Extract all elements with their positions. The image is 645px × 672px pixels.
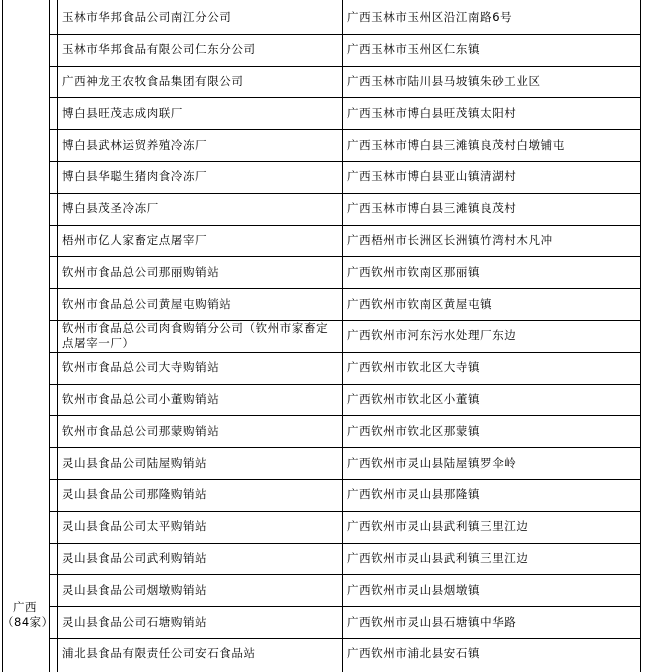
company-name-cell: 灵山县食品公司烟墩购销站 bbox=[62, 582, 208, 597]
company-name-cell: 灵山县食品公司石塘购销站 bbox=[62, 614, 208, 629]
address-cell: 广西玉林市玉州区仁东镇 bbox=[347, 42, 481, 57]
address-cell: 广西玉林市陆川县马坡镇朱砂工业区 bbox=[347, 73, 541, 88]
company-name-cell: 博白县茂圣冷冻厂 bbox=[62, 201, 159, 216]
address-cell: 广西钦州市钦南区黄屋屯镇 bbox=[347, 296, 493, 311]
company-name-cell: 钦州市食品总公司那丽购销站 bbox=[62, 264, 220, 279]
company-name-cell: 博白县武林运贸养殖冷冻厂 bbox=[62, 137, 208, 152]
company-name-cell: 博白县旺茂志成肉联厂 bbox=[62, 105, 183, 120]
address-cell: 广西梧州市长洲区长洲镇竹湾村木凡冲 bbox=[347, 232, 553, 247]
address-cell: 广西钦州市灵山县石塘镇中华路 bbox=[347, 614, 517, 629]
company-name-cell: 灵山县食品公司太平购销站 bbox=[62, 519, 208, 534]
company-name-cell: 浦北县食品有限责任公司安石食品站 bbox=[62, 646, 256, 661]
address-cell: 广西钦州市灵山县武利镇三里江边 bbox=[347, 550, 529, 565]
address-cell: 广西钦州市钦北区小董镇 bbox=[347, 391, 481, 406]
region-count: （84家） bbox=[2, 615, 54, 629]
address-cell: 广西钦州市浦北县安石镇 bbox=[347, 646, 481, 661]
address-cell: 广西钦州市河东污水处理厂东边 bbox=[347, 328, 517, 343]
company-name-cell: 梧州市亿人家畜定点屠宰厂 bbox=[62, 232, 208, 247]
company-name-cell: 灵山县食品公司陆屋购销站 bbox=[62, 455, 208, 470]
company-name-cell: 灵山县食品公司那隆购销站 bbox=[62, 487, 208, 502]
address-cell: 广西钦州市钦南区那丽镇 bbox=[347, 264, 481, 279]
address-cell: 广西钦州市灵山县武利镇三里江边 bbox=[347, 519, 529, 534]
address-cell: 广西玉林市博白县三滩镇良茂村白墩铺屯 bbox=[347, 137, 565, 152]
company-name-cell: 博白县华聪生猪肉食冷冻厂 bbox=[62, 169, 208, 184]
company-name-cell: 钦州市食品总公司肉食购销分公司（钦州市家畜定点屠宰一厂） bbox=[62, 320, 329, 350]
column-divider-region bbox=[49, 0, 50, 672]
address-cell: 广西玉林市博白县旺茂镇太阳村 bbox=[347, 105, 517, 120]
region-name: 广西 bbox=[13, 600, 37, 614]
address-cell: 广西玉林市玉州区沿江南路6号 bbox=[347, 10, 513, 25]
region-cell bbox=[2, 600, 54, 630]
address-cell: 广西钦州市钦北区大寺镇 bbox=[347, 360, 481, 375]
company-name-cell: 广西神龙王农牧食品集团有限公司 bbox=[62, 73, 244, 88]
company-name-cell: 钦州市食品总公司大寺购销站 bbox=[62, 360, 220, 375]
company-name-cell: 钦州市食品总公司黄屋屯购销站 bbox=[62, 296, 232, 311]
table-border-left bbox=[2, 0, 3, 672]
company-name-cell: 玉林市华邦食品有限公司仁东分公司 bbox=[62, 42, 256, 57]
table-border-right bbox=[640, 0, 641, 672]
address-cell: 广西玉林市博白县三滩镇良茂村 bbox=[347, 201, 517, 216]
company-name-cell: 钦州市食品总公司那蒙购销站 bbox=[62, 423, 220, 438]
address-cell: 广西钦州市灵山县那隆镇 bbox=[347, 487, 481, 502]
column-divider-address bbox=[342, 0, 343, 672]
address-cell: 广西玉林市博白县亚山镇清湖村 bbox=[347, 169, 517, 184]
company-name-cell: 玉林市华邦食品公司南江分公司 bbox=[62, 10, 232, 25]
address-cell: 广西钦州市灵山县烟墩镇 bbox=[347, 582, 481, 597]
company-name-cell: 灵山县食品公司武利购销站 bbox=[62, 550, 208, 565]
column-divider-company bbox=[57, 0, 58, 672]
company-name-cell: 钦州市食品总公司小董购销站 bbox=[62, 391, 220, 406]
address-cell: 广西钦州市钦北区那蒙镇 bbox=[347, 423, 481, 438]
address-cell: 广西钦州市灵山县陆屋镇罗伞岭 bbox=[347, 455, 517, 470]
